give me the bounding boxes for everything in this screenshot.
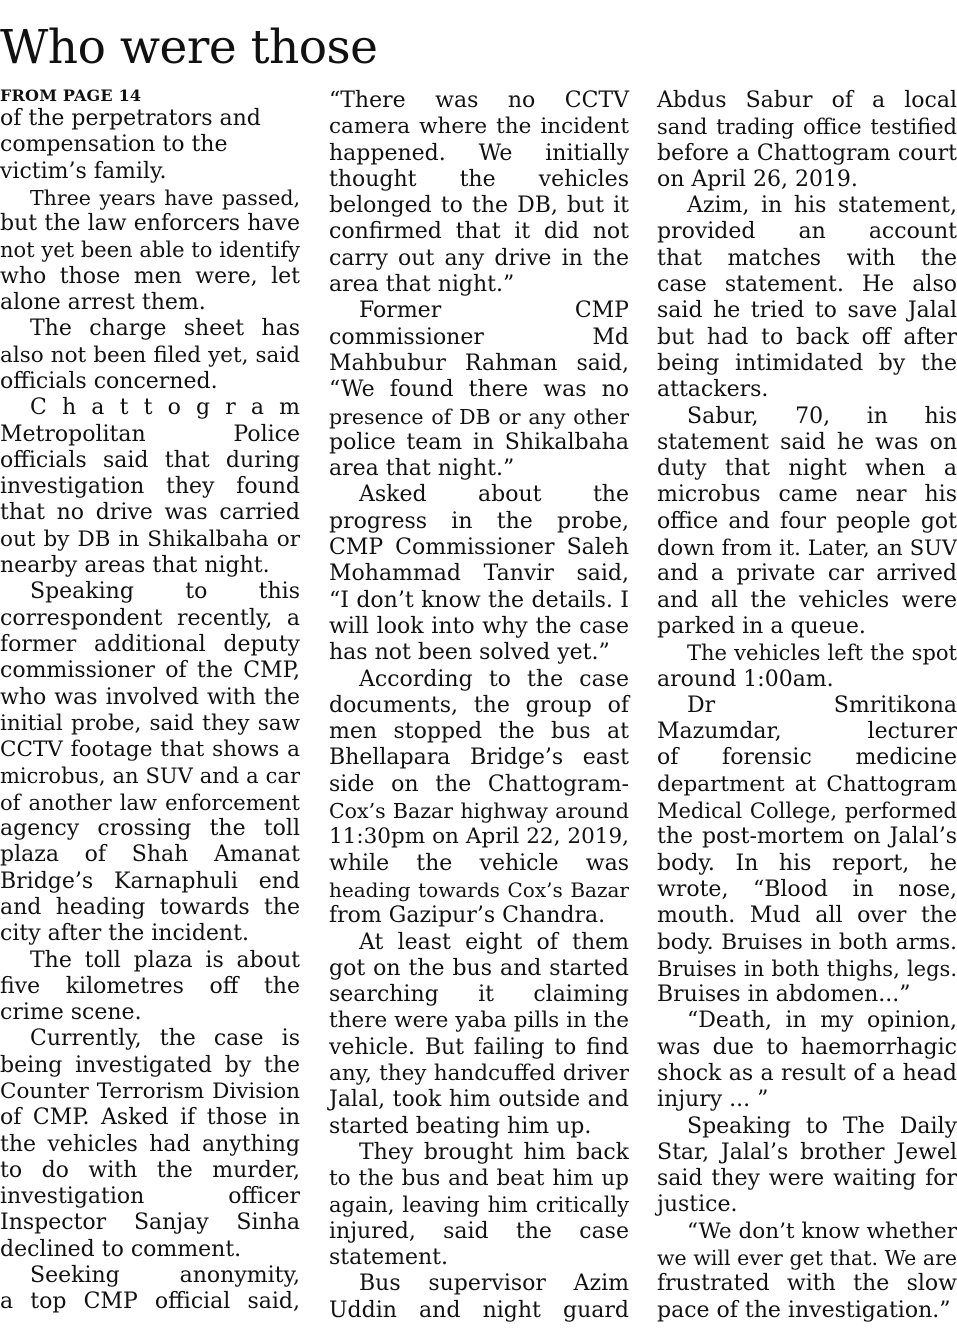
- text-line: investigation officer: [0, 1184, 300, 1210]
- text-line: Dr Smritikona: [687, 692, 957, 718]
- text-line: and heading towards the: [0, 894, 300, 920]
- text-line: while the vehicle was: [329, 850, 629, 876]
- text-line: microbus came near his: [657, 482, 957, 508]
- text-line: body. In his report, he: [657, 850, 957, 876]
- text-line: According to the case: [359, 666, 629, 692]
- text-line: Counter Terrorism Division: [0, 1078, 300, 1104]
- text-line: victim’s family.: [0, 158, 167, 184]
- text-line: area that night.”: [329, 456, 515, 482]
- text-line: case statement. He also: [657, 272, 957, 298]
- text-line: presence of DB or any other: [329, 404, 629, 429]
- text-line: The charge sheet has: [30, 316, 300, 342]
- continuation-kicker: FROM PAGE 14: [0, 86, 142, 105]
- text-line: side on the Chattogram-: [329, 771, 629, 797]
- text-line: down from it. Later, an SUV: [657, 536, 957, 561]
- text-line: compensation to the: [0, 132, 228, 158]
- text-line: Sabur, 70, in his: [687, 403, 957, 429]
- text-line: five kilometres off the: [0, 973, 300, 999]
- article-column-1: [0, 86, 300, 1316]
- text-line: out by DB in Shikalbaha or: [0, 526, 300, 552]
- text-line: Cox’s Bazar highway around: [329, 799, 629, 824]
- text-line: but had to back off after: [657, 324, 957, 350]
- text-line: Azim, in his statement,: [687, 193, 957, 219]
- text-line: CMP Commissioner Saleh: [329, 535, 629, 561]
- text-line: nearby areas that night.: [0, 553, 270, 579]
- text-line: any, they handcuffed driver: [329, 1060, 629, 1086]
- text-line: carry out any drive in the: [329, 245, 629, 271]
- text-line: body. Bruises in both arms.: [657, 929, 957, 955]
- text-line: said he tried to save Jalal: [657, 298, 957, 324]
- text-line: parked in a queue.: [657, 613, 866, 639]
- text-line: a top CMP official said,: [0, 1289, 300, 1315]
- text-line: before a Chattogram court: [657, 140, 957, 166]
- headline: Who were those: [0, 20, 378, 75]
- text-line: Star, Jalal’s brother Jewel: [657, 1139, 957, 1165]
- text-line: Bhellapara Bridge’s east: [329, 745, 629, 771]
- text-line: who was involved with the: [0, 684, 300, 710]
- text-line: officials concerned.: [0, 368, 218, 394]
- text-line: also not been filed yet, said: [0, 342, 300, 368]
- text-line: commissioner of the CMP,: [0, 658, 300, 684]
- text-line: correspondent recently, a: [0, 605, 300, 631]
- text-line: vehicle. But failing to find: [329, 1034, 629, 1060]
- text-line: commissioner Md: [329, 324, 629, 350]
- text-line: was due to haemorrhagic: [657, 1034, 957, 1060]
- text-line: happened. We initially: [329, 140, 629, 166]
- text-line: sand trading office testified: [657, 115, 957, 140]
- text-line: Bruises in abdomen...”: [657, 982, 911, 1008]
- text-line: Asked about the: [359, 482, 629, 508]
- text-line: searching it claiming: [329, 982, 629, 1008]
- text-line: declined to comment.: [0, 1236, 242, 1262]
- text-line: Mazumdar, lecturer: [657, 719, 957, 745]
- text-line: justice.: [657, 1192, 738, 1218]
- text-line: “We don’t know whether: [687, 1218, 957, 1244]
- text-line: of another law enforcement: [0, 790, 300, 815]
- text-line: confirmed that it did not: [329, 219, 629, 245]
- text-line: will look into why the case: [329, 613, 629, 639]
- text-line: again, leaving him critically: [329, 1193, 629, 1218]
- text-line: initial probe, said they saw: [0, 710, 300, 736]
- text-line: and a private car arrived: [657, 561, 957, 587]
- text-line: “There was no CCTV: [329, 88, 629, 113]
- text-line: there were yaba pills in the: [329, 1008, 629, 1034]
- article-column-2: [329, 88, 629, 1324]
- text-line: “We found there was no: [329, 377, 629, 403]
- text-line: Speaking to The Daily: [687, 1113, 957, 1139]
- text-line: of the perpetrators and: [0, 106, 261, 131]
- text-line: duty that night when a: [657, 456, 957, 482]
- text-line: microbus, an SUV and a car: [0, 764, 300, 789]
- text-line: thought the vehicles: [329, 166, 629, 192]
- text-line: Three years have passed,: [30, 185, 300, 210]
- text-line: former additional deputy: [0, 631, 300, 657]
- text-line: being investigated by the: [0, 1052, 300, 1078]
- text-line: Medical College, performed: [657, 799, 957, 824]
- text-line: we will ever get that. We are: [657, 1246, 957, 1271]
- text-line: 11:30pm on April 22, 2019,: [329, 824, 629, 850]
- text-line: They brought him back: [359, 1139, 629, 1165]
- text-line: belonged to the DB, but it: [329, 193, 629, 219]
- text-line: progress in the probe,: [329, 508, 629, 534]
- text-line: mouth. Mud all over the: [657, 903, 957, 929]
- text-line: Metropolitan Police: [0, 421, 300, 447]
- text-line: of CMP. Asked if those in: [0, 1105, 300, 1131]
- text-line: to do with the murder,: [0, 1157, 300, 1183]
- text-line: office and four people got: [657, 508, 957, 534]
- text-line: the vehicles had anything: [0, 1131, 300, 1157]
- text-line: on April 26, 2019.: [657, 166, 858, 192]
- text-line: wrote, “Blood in nose,: [657, 876, 957, 902]
- text-line: started beating him up.: [329, 1113, 592, 1139]
- text-line: not yet been able to identify: [0, 238, 300, 263]
- text-line: but the law enforcers have: [0, 211, 300, 237]
- text-line: “Death, in my opinion,: [687, 1008, 957, 1034]
- text-line: that matches with the: [657, 245, 957, 271]
- text-line: C h a t t o g r a m: [30, 395, 300, 421]
- text-line: who those men were, let: [0, 263, 300, 289]
- text-line: statement said he was on: [657, 429, 957, 455]
- text-line: Seeking anonymity,: [30, 1263, 300, 1289]
- text-line: investigation they found: [0, 474, 300, 500]
- text-line: alone arrest them.: [0, 290, 206, 316]
- text-line: “I don’t know the details. I: [329, 587, 629, 613]
- text-line: CCTV footage that shows a: [0, 737, 300, 763]
- article-column-3: [657, 88, 957, 1324]
- text-line: from Gazipur’s Chandra.: [329, 903, 606, 929]
- text-line: of forensic medicine: [657, 745, 957, 771]
- text-line: Bruises in both thighs, legs.: [657, 956, 957, 981]
- text-line: department at Chattogram: [657, 771, 957, 797]
- text-line: The toll plaza is about: [30, 947, 300, 973]
- text-line: got on the bus and started: [329, 955, 629, 981]
- text-line: Former CMP: [359, 298, 629, 324]
- text-line: around 1:00am.: [657, 666, 834, 692]
- text-line: Bus supervisor Azim: [359, 1271, 629, 1297]
- text-line: Currently, the case is: [30, 1026, 300, 1052]
- text-line: frustrated with the slow: [657, 1271, 957, 1297]
- text-line: area that night.”: [329, 272, 515, 298]
- text-line: Abdus Sabur of a local: [657, 88, 957, 113]
- text-line: men stopped the bus at: [329, 719, 629, 745]
- text-line: Bridge’s Karnaphuli end: [0, 868, 300, 894]
- text-line: Speaking to this: [30, 579, 300, 605]
- text-line: Mohammad Tanvir said,: [329, 561, 629, 587]
- text-line: plaza of Shah Amanat: [0, 842, 300, 868]
- text-line: and all the vehicles were: [657, 587, 957, 613]
- text-line: documents, the group of: [329, 692, 629, 718]
- text-line: heading towards Cox’s Bazar: [329, 877, 629, 902]
- text-line: pace of the investigation.”: [657, 1297, 951, 1323]
- text-line: injury ... ”: [657, 1087, 769, 1113]
- text-line: statement.: [329, 1245, 448, 1271]
- text-line: police team in Shikalbaha: [329, 429, 629, 455]
- text-line: The vehicles left the spot: [687, 641, 957, 666]
- text-line: At least eight of them: [359, 929, 629, 955]
- text-line: crime scene.: [0, 1000, 142, 1026]
- text-line: to the bus and beat him up: [329, 1166, 629, 1192]
- text-line: officials said that during: [0, 447, 300, 473]
- text-line: Jalal, took him outside and: [329, 1087, 629, 1113]
- text-line: Inspector Sanjay Sinha: [0, 1210, 300, 1236]
- text-line: agency crossing the toll: [0, 816, 300, 842]
- text-line: Mahbubur Rahman said,: [329, 350, 629, 376]
- text-line: city after the incident.: [0, 921, 249, 947]
- text-line: attackers.: [657, 377, 769, 403]
- text-line: injured, said the case: [329, 1218, 629, 1244]
- text-line: Uddin and night guard: [329, 1297, 629, 1323]
- text-line: being intimidated by the: [657, 350, 957, 376]
- text-line: the post-mortem on Jalal’s: [657, 824, 957, 850]
- text-line: camera where the incident: [329, 114, 629, 140]
- text-line: provided an account: [657, 219, 957, 245]
- text-line: said they were waiting for: [657, 1166, 957, 1192]
- text-line: has not been solved yet.”: [329, 640, 610, 666]
- text-line: shock as a result of a head: [657, 1060, 957, 1086]
- text-line: that no drive was carried: [0, 500, 300, 526]
